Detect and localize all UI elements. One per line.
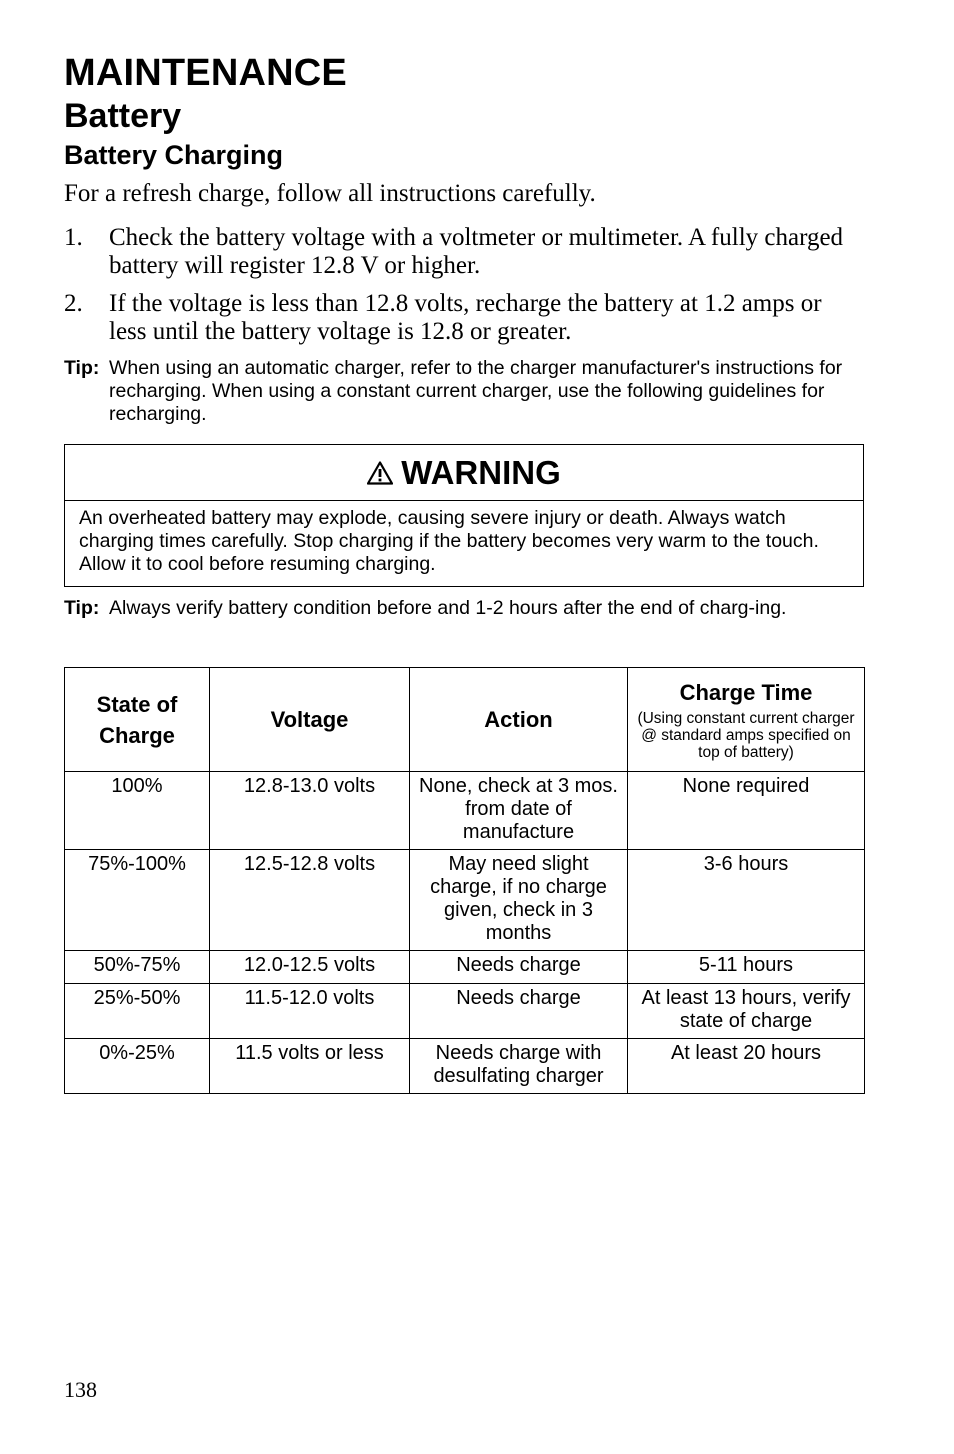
step-item [64, 224, 864, 280]
tip-label: Tip: [64, 597, 100, 619]
step-text: If the voltage is less than 12.8 volts, recharge the battery at 1.2 amps or less until the battery voltage is 12.8 or greater. [109, 290, 822, 345]
table-row [65, 1039, 865, 1094]
cell-action: Needs charge [410, 984, 628, 1039]
cell-time: 5-11 hours [628, 951, 865, 984]
cell-voltage: 12.8-13.0 volts [210, 772, 410, 850]
cell-action: None, check at 3 mos. from date of manufacture [410, 772, 628, 850]
header-action: Action [410, 668, 628, 772]
cell-state: 75%-100% [65, 850, 210, 951]
subsection-heading: Battery Charging [64, 140, 284, 170]
cell-action: Needs charge with desulfating charger [410, 1039, 628, 1094]
step-text: Check the battery voltage with a voltmeter or multimeter. A fully charged battery will register 12.8 V or higher. [109, 224, 844, 279]
table-row [65, 951, 865, 984]
table-row [65, 984, 865, 1039]
warning-box [64, 444, 864, 587]
warning-triangle-icon [367, 461, 393, 485]
table-row [65, 850, 865, 951]
cell-time: None required [628, 772, 865, 850]
cell-time: At least 13 hours, verify state of charge [628, 984, 865, 1039]
cell-state: 100% [65, 772, 210, 850]
step-item [64, 290, 864, 346]
charge-time-note: (Using constant current charger @ standard amps specified on top of battery) [637, 710, 855, 761]
tip-note [64, 597, 864, 620]
tip-text: When using an automatic charger, refer to the charger manufacturer's instructions for recharging. When using a constant current charger, use the following guidelines for recharging. [109, 357, 843, 425]
cell-voltage: 11.5 volts or less [210, 1039, 410, 1094]
table-header-row [65, 668, 865, 772]
cell-action: Needs charge [410, 951, 628, 984]
warning-text: An overheated battery may explode, causing severe injury or death. Always watch charging times carefully. Stop charging if the battery becomes very warm to the touch. Allow it to cool before resuming charging. [79, 507, 819, 575]
intro-text: For a refresh charge, follow all instructions carefully. [64, 180, 596, 207]
page-title: Battery [64, 97, 182, 135]
cell-state: 25%-50% [65, 984, 210, 1039]
step-number: 1. [64, 224, 83, 251]
tip-text: Always verify battery condition before and 1-2 hours after the end of charg-ing. [109, 597, 787, 619]
cell-voltage: 12.0-12.5 volts [210, 951, 410, 984]
cell-time: At least 20 hours [628, 1039, 865, 1094]
cell-voltage: 11.5-12.0 volts [210, 984, 410, 1039]
header-state-of-charge: State of Charge [65, 668, 210, 772]
cell-action: May need slight charge, if no charge given, check in 3 months [410, 850, 628, 951]
header-voltage: Voltage [210, 668, 410, 772]
charge-time-title: Charge Time [679, 680, 813, 705]
warning-header [65, 445, 863, 501]
cell-time: 3-6 hours [628, 850, 865, 951]
cell-voltage: 12.5-12.8 volts [210, 850, 410, 951]
tip-label: Tip: [64, 357, 100, 379]
charge-table [64, 667, 865, 1094]
step-number: 2. [64, 290, 83, 317]
table-row [65, 772, 865, 850]
cell-state: 50%-75% [65, 951, 210, 984]
tip-note [64, 357, 864, 426]
section-heading: MAINTENANCE [64, 52, 347, 94]
cell-state: 0%-25% [65, 1039, 210, 1094]
header-charge-time [628, 668, 865, 772]
page-number: 138 [64, 1377, 97, 1402]
instruction-steps [64, 224, 864, 356]
warning-title: WARNING [401, 453, 561, 491]
